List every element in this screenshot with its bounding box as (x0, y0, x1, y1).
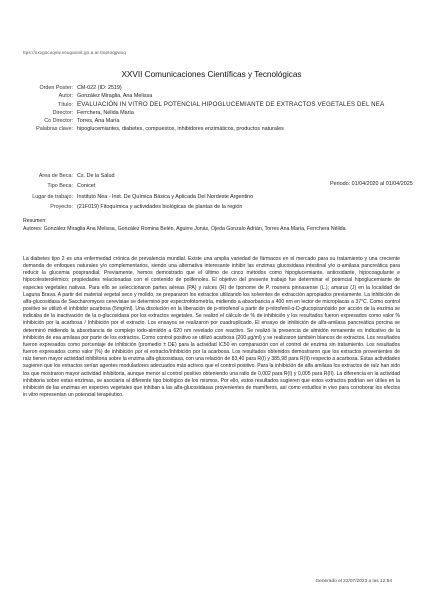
details-block (18, 170, 410, 211)
area-value: Cs. De la Salud (77, 173, 115, 179)
autores-line: Autores: González Miraglia Ana Melissa, González Romina Belén, Aguirre Jonás, Ojeda Gonzalo Adrián, Torres Ana María, Ferrchera Nélida (23, 225, 346, 232)
proyecto-label: Proyecto: (50, 203, 73, 210)
autor-row (18, 92, 410, 100)
page-url: ttps://xxvgocxqvw.veugaunit.go.a.ar.ttoptoqgwxq (23, 50, 127, 55)
periodo-value: 01/04/2020 al 01/04/2025 (351, 181, 413, 187)
page-title: XXVII Comunicaciones Científicas y Tecnológicas (121, 70, 302, 79)
proyecto-row (18, 203, 410, 211)
area-label: Área de Beca: (38, 173, 73, 179)
titulo-row (18, 101, 410, 109)
director-label: Director: (52, 109, 73, 116)
proyecto-value: (21F019) Fitoquímica y actividades biológicas de plantas de la región (77, 203, 243, 210)
codirector-label: Co Director: (44, 118, 73, 125)
resumen-block (23, 218, 400, 233)
area-row (18, 172, 410, 180)
autor-label: Autor: (58, 93, 73, 100)
director-row (18, 109, 410, 117)
palabras-label: Palabras clave: (36, 126, 73, 133)
tipo-value: Conicet (77, 183, 96, 190)
lugar-value: Instituto Nea - Inst. De Química Básica y Aplicada Del Nordeste Argentino (77, 193, 254, 200)
lugar-label: Lugar de trabajo: (32, 193, 73, 200)
palabras-row (18, 125, 410, 133)
periodo (330, 181, 413, 187)
periodo-label: Periodo: (330, 181, 351, 187)
titulo-value: EVALUACIÓN IN VITRO DEL POTENCIAL HIPOGLUCEMIANTE DE EXTRACTOS VEGETALES DEL NEA (77, 100, 385, 108)
generated-footer: Generado el 22/07/2023 a las 12:54 (315, 579, 392, 584)
tipo-label: Tipo Beca: (47, 183, 73, 190)
meta-block (18, 84, 410, 134)
abstract-text: La diabetes tipo 2 es una enfermedad crónica de prevalencia mundial. Existe una amplia variedad de fármacos en el mercado para su tratamiento y una creciente demanda de enfoques naturales y/o complementarios, siendo una alternativa interesante inhibir las enzimas glucosidasa intestinal y/o α-amilasa pancreática para reducir la glucemia posprandial. Previamente, hemos demostrado que el último de cinco métodos como hipoglucemiante, antioxidante, hipocoagulante e hipocolesterolémico; propiedades relacionadas con el contenido de polifenoles. El objetivo del presente trabajo fue determinar el potencial hipoglucemiante de especies vegetales nativas. Para ello se seleccionaron partes aéreas (PA) y raíces (R) de Iponome de P. rounera pinnasense (L.); amarus (J) en la localidad de Laguna Brava. A partir del material vegetal seco y molido, se prepararon los extractos utilizando los solventes de extracción apropiados previamente. La inhibición de alfa-glucosidasa de Saccharomyces cerevisiae se determinó por espectrofotometría, midiendo a absorbancia a 400 nm en lector de microplacas a 37°C. Como control positivo se utilizó el inhibidor acarbosa (5mg/ml). Una disolución en la liberación de p-nitrofenol a partir de p-nitrofenil-α-D-glucopiranósido por acción de la enzima se indicaba de la inactivación de la α-glucosidasa por los extractos vegetales. Se realizó el cálculo de % de inhibición y los resultados fueron expresados como valor % inhibición por la acarbosa / Inhibición por el extracto. Los ensayos se realizaron por cuadruplicado. El ensayo de inhibición de alfa-amilasa pancreática porcina se determinó midiendo la absorbancia de complejo iodo-almidón a 620 nm revelado con reactivo. Se realizó la presencia de almidón remanente es indicativo de la inhibición de esa amilasa por parte de los extractos. Como control positivo se utilizó acarbosa (200 μg/ml) y se realizaron también blancos de extractos. Los resultados fueron expresados como porcentaje de inhibición (promedio ± DE) para la actividad IC50 en comparación con el control de enzima sin tratamiento. Los resultados fueron expresados como valor (%) de inhibición por el extracto/Inhibición por la acarbosa. Los resultados obtenidos demostraron que los extractos provenientes de raíz tienen mayor actividad inhibitoria sobre la enzima alfa-glucosidasa, con una relación de 83,40 para R(I) y 385,98 para R(II) respecto a acarbosa. Estas actividades sugieren que los extractos serían agentes moduladores adecuados más activos que el control positivo. Para la inhibición de alfa amilasa los extractos de raíz han sido los que mostraron mayor actividad inhibitoria, aunque menor al control positivo obteniendo una ratio de 0,002 para R(I) y 0,005 para R(II). La diferencia en la actividad inhibitoria sobre estas enzimas, se asociaría al diferente tipo biológico de los mismos. Por ello, estos resultados sugieren que estos extractos podrían ser útiles en la inhibición de las enzimas en especies vegetales que inhiban a las alfa-glucosidasas provenientes de mamíferos, así como estudios in vivo para corroborar los efectos in vitro representan un potencial terapéutico. (23, 256, 400, 398)
codirector-value: Torres, Ana María (77, 118, 120, 125)
codirector-row (18, 117, 410, 125)
orden-poster-row (18, 84, 410, 92)
lugar-row (18, 193, 410, 201)
orden-poster-value: CM-022 (ID: 2519) (77, 85, 122, 91)
resumen-label: Resumen: (23, 218, 47, 224)
palabras-value: hipoglucemiantes, diabetes, compuestos, inhibidores enzimáticos, productos naturales (77, 126, 284, 133)
orden-poster-label: Orden Poster: (39, 85, 73, 91)
director-value: Ferrchera, Nélida María (77, 109, 134, 116)
autor-value: González Miraglia, Ana Melissa (77, 93, 153, 100)
titulo-label: Título: (58, 101, 73, 108)
